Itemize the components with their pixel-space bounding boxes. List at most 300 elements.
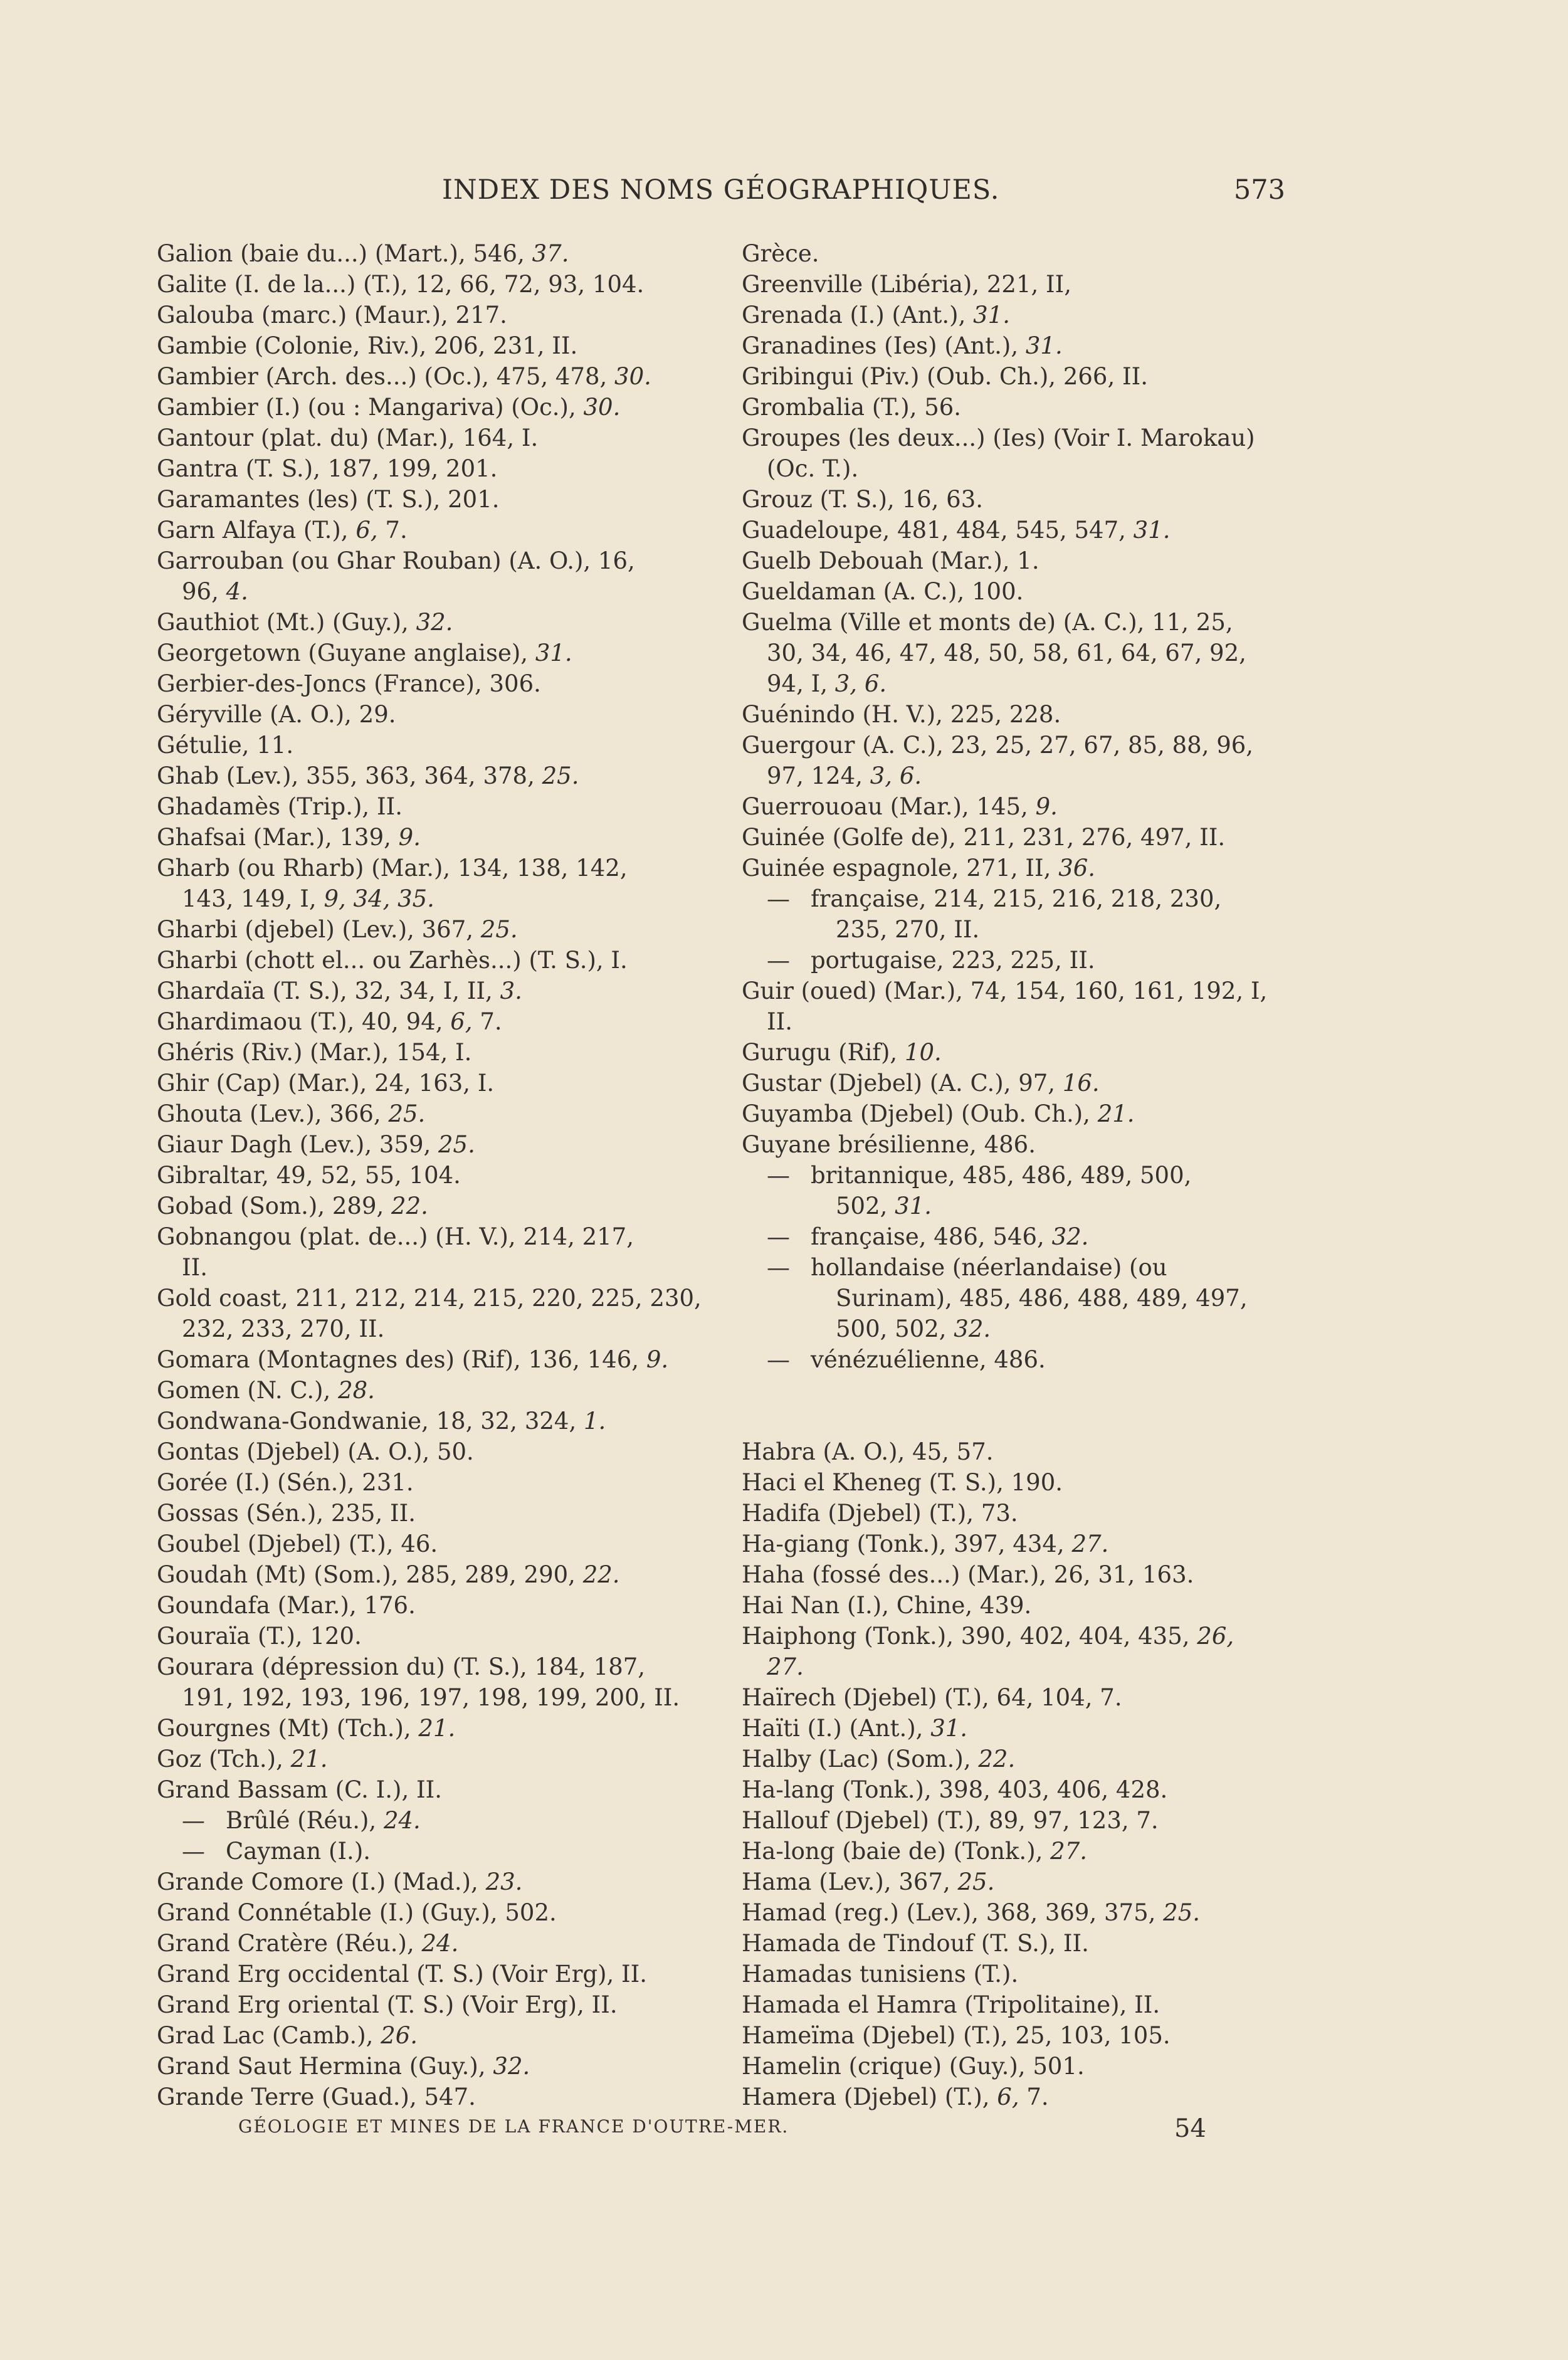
plate-reference: 31.: [895, 1193, 932, 1220]
plate-reference: 32.: [416, 609, 453, 636]
entry-text: Goudah (Mt) (Som.), 285, 289, 290,: [157, 1561, 583, 1588]
index-entry-line: [742, 1191, 1300, 1221]
index-entry-line: [157, 1713, 721, 1744]
entry-text: Hamad (reg.) (Lev.), 368, 369, 375,: [742, 1899, 1164, 1926]
index-entry-line: [157, 1098, 721, 1129]
plate-reference: 25.: [1163, 1899, 1200, 1926]
index-entry-line: [157, 1774, 721, 1805]
index-entry-line: [157, 392, 721, 423]
entry-text: 500, 502,: [836, 1315, 954, 1342]
index-entry-line: [157, 976, 721, 1006]
index-entry-line: [157, 638, 721, 668]
index-entry-line: [742, 453, 1300, 484]
entry-text: Garamantes (les) (T. S.), 201.: [157, 486, 500, 513]
index-entry-line: [157, 1529, 721, 1559]
entry-text: Grad Lac (Camb.),: [157, 2022, 381, 2049]
index-entry-line: [157, 1344, 721, 1375]
index-entry-line: [157, 730, 721, 761]
entry-text: Haïrech (Djebel) (T.), 64, 104, 7.: [742, 1684, 1122, 1711]
index-entry-line: [742, 1867, 1300, 1897]
index-entry-line: [742, 1529, 1300, 1559]
plate-reference: 3, 6.: [834, 670, 887, 697]
entry-text-tail: 7.: [472, 1008, 502, 1035]
entry-text: Gambier (I.) (ou : Mangariva) (Oc.),: [157, 394, 584, 421]
index-entry-line: [742, 1590, 1300, 1621]
index-entry-line: [157, 607, 721, 638]
plate-reference: 21.: [418, 1715, 456, 1742]
entry-text: Habra (A. O.), 45, 57.: [742, 1438, 994, 1465]
index-entry-line: [742, 1928, 1300, 1959]
plate-reference: 30.: [583, 394, 621, 421]
entry-text: Galouba (marc.) (Maur.), 217.: [157, 302, 507, 329]
entry-text: Gobnangou (plat. de...) (H. V.), 214, 217,: [157, 1223, 634, 1250]
index-entry-line: [157, 1221, 721, 1252]
entry-text: Haiphong (Tonk.), 390, 402, 404, 435,: [742, 1623, 1197, 1650]
entry-text: Grombalia (T.), 56.: [742, 394, 962, 421]
index-entry-line: [742, 699, 1300, 730]
index-entry-line: [742, 2051, 1300, 2082]
entry-text: Hamera (Djebel) (T.),: [742, 2083, 997, 2110]
index-entry-line: [157, 1928, 721, 1959]
index-entry-line: [157, 1682, 721, 1713]
index-entry-line: [157, 1867, 721, 1897]
entry-text: Gurugu (Rif),: [742, 1039, 905, 1066]
plate-reference: 37.: [532, 240, 569, 267]
entry-text: Grèce.: [742, 240, 819, 267]
entry-text: Gantour (plat. du) (Mar.), 164, I.: [157, 424, 539, 451]
index-entry-line: [157, 1498, 721, 1529]
index-entry-line: [742, 1959, 1300, 1989]
index-entry-line: [742, 1774, 1300, 1805]
plate-reference: 1.: [583, 1408, 606, 1435]
index-entry-line: [742, 1621, 1300, 1651]
entry-text: Gustar (Djebel) (A. C.), 97,: [742, 1070, 1063, 1097]
index-entry-line: [742, 1682, 1300, 1713]
index-entry-line: [742, 1098, 1300, 1129]
plate-reference: 10.: [904, 1039, 942, 1066]
index-entry-line: [742, 1744, 1300, 1774]
entry-text: Grand Connétable (I.) (Guy.), 502.: [157, 1899, 557, 1926]
entry-text: Gueldaman (A. C.), 100.: [742, 578, 1024, 605]
index-entry-line: [157, 1590, 721, 1621]
index-column-left: [157, 238, 721, 2112]
plate-reference: 6,: [355, 517, 378, 544]
entry-text: Groupes (les deux...) (Ies) (Voir I. Marokau): [742, 424, 1255, 451]
index-entry-line: [742, 1068, 1300, 1098]
index-entry-line: [157, 1651, 721, 1682]
index-entry-line: [157, 1621, 721, 1651]
index-entry-line: [742, 883, 1300, 914]
index-entry-line: [742, 1498, 1300, 1529]
entry-text: Grand Bassam (C. I.), II.: [157, 1776, 442, 1803]
index-entry-line: [742, 2082, 1300, 2112]
index-entry-line: [742, 1344, 1300, 1375]
entry-text: Haci el Kheneg (T. S.), 190.: [742, 1469, 1063, 1496]
index-entry-line: [157, 269, 721, 300]
entry-text: Goz (Tch.),: [157, 1746, 291, 1773]
ditto-dash: —: [767, 947, 790, 974]
index-entry-line: [157, 1467, 721, 1498]
entry-text: 191, 192, 193, 196, 197, 198, 199, 200, II.: [182, 1684, 680, 1711]
entry-text: Gharbi (djebel) (Lev.), 367,: [157, 916, 481, 943]
index-entry-line: [742, 1651, 1300, 1682]
entry-text: Grand Erg oriental (T. S.) (Voir Erg), II.: [157, 1991, 618, 2018]
entry-text: Guelma (Ville et monts de) (A. C.), 11, 25,: [742, 609, 1233, 636]
entry-text: Gantra (T. S.), 187, 199, 201.: [157, 455, 498, 482]
index-entry-line: [742, 1467, 1300, 1498]
index-entry-line: [742, 269, 1300, 300]
entry-text: Hama (Lev.), 367,: [742, 1868, 958, 1895]
entry-text: Gourara (dépression du) (T. S.), 184, 187,: [157, 1653, 646, 1680]
index-entry-line: [157, 515, 721, 545]
entry-text-tail: 7.: [1019, 2083, 1049, 2110]
index-entry-line: [742, 1006, 1300, 1037]
entry-text: 94, I,: [767, 670, 835, 697]
plate-reference: 25.: [542, 762, 579, 789]
index-entry-line: [742, 330, 1300, 361]
entry-text: 96,: [182, 578, 226, 605]
plate-reference: 25.: [388, 1100, 426, 1127]
index-entry-line: [157, 945, 721, 976]
plate-reference: 6,: [997, 2083, 1019, 2110]
index-entry-line: [157, 361, 721, 392]
entry-text: Guelb Debouah (Mar.), 1.: [742, 547, 1039, 574]
entry-text: 97, 124,: [767, 762, 870, 789]
entry-text: Gorée (I.) (Sén.), 231.: [157, 1469, 414, 1496]
index-entry-line: [157, 1252, 721, 1283]
entry-text: Greenville (Libéria), 221, II,: [742, 271, 1072, 298]
entry-text: britannique, 485, 486, 489, 500,: [811, 1162, 1192, 1189]
entry-text-tail: 7.: [377, 517, 408, 544]
section-spacer: [742, 1375, 1300, 1436]
index-entry-line: [157, 1068, 721, 1098]
ditto-dash: —: [767, 1346, 790, 1373]
plate-reference: 4.: [226, 578, 248, 605]
plate-reference: 6,: [450, 1008, 473, 1035]
index-entry-line: [742, 976, 1300, 1006]
entry-text: Hamelin (crique) (Guy.), 501.: [742, 2053, 1085, 2080]
entry-text: Garrouban (ou Ghar Rouban) (A. O.), 16,: [157, 547, 635, 574]
entry-text: hollandaise (néerlandaise) (ou: [811, 1254, 1167, 1281]
entry-text: Guinée (Golfe de), 211, 231, 276, 497, II.: [742, 824, 1226, 851]
entry-text: Ghafsai (Mar.), 139,: [157, 824, 399, 851]
index-entry-line: [742, 945, 1300, 976]
entry-text: Cayman (I.).: [226, 1838, 371, 1865]
index-entry-line: [742, 607, 1300, 638]
ditto-dash: —: [182, 1838, 205, 1865]
entry-text: Hamada de Tindouf (T. S.), II.: [742, 1930, 1089, 1957]
index-entry-line: [742, 1221, 1300, 1252]
entry-text: Hamadas tunisiens (T.).: [742, 1961, 1019, 1988]
entry-text: Gribingui (Piv.) (Oub. Ch.), 266, II.: [742, 363, 1148, 390]
entry-text: Gharb (ou Rharb) (Mar.), 134, 138, 142,: [157, 855, 628, 882]
index-entry-line: [157, 453, 721, 484]
index-entry-line: [157, 1129, 721, 1160]
index-entry-line: [157, 1559, 721, 1590]
plate-reference: 30.: [614, 363, 651, 390]
plate-reference: 27.: [767, 1653, 804, 1680]
entry-text: Brûlé (Réu.),: [226, 1807, 384, 1834]
index-entry-line: [742, 1129, 1300, 1160]
index-entry-line: [742, 1836, 1300, 1867]
index-entry-line: [742, 914, 1300, 945]
ditto-dash: —: [767, 1162, 790, 1189]
index-entry-line: [742, 761, 1300, 791]
plate-reference: 9.: [646, 1346, 669, 1373]
entry-text: (Oc. T.).: [767, 455, 859, 482]
plate-reference: 22.: [582, 1561, 620, 1588]
entry-text: Giaur Dagh (Lev.), 359,: [157, 1131, 439, 1158]
page-title: INDEX DES NOMS GÉOGRAPHIQUES.: [442, 174, 1000, 206]
index-entry-line: [742, 1160, 1300, 1191]
entry-text: Hallouf (Djebel) (T.), 89, 97, 123, 7.: [742, 1807, 1159, 1834]
index-entry-line: [742, 1436, 1300, 1467]
entry-text: Grand Saut Hermina (Guy.),: [157, 2053, 493, 2080]
entry-text: Galite (I. de la...) (T.), 12, 66, 72, 93, 104.: [157, 271, 645, 298]
index-entry-line: [157, 2020, 721, 2051]
plate-reference: 25.: [957, 1868, 995, 1895]
index-entry-line: [157, 1436, 721, 1467]
index-entry-line: [742, 1805, 1300, 1836]
entry-text: française, 486, 546,: [811, 1223, 1052, 1250]
entry-text: Grand Erg occidental (T. S.) (Voir Erg), II.: [157, 1961, 648, 1988]
plate-reference: 3, 6.: [870, 762, 922, 789]
entry-text: Grand Cratère (Réu.),: [157, 1930, 422, 1957]
index-entry-line: [742, 1989, 1300, 2020]
entry-text: Ghardaïa (T. S.), 32, 34, I, II,: [157, 977, 500, 1004]
entry-text: Haïti (I.) (Ant.),: [742, 1715, 931, 1742]
entry-text: Guénindo (H. V.), 225, 228.: [742, 701, 1061, 728]
index-entry-line: [742, 238, 1300, 269]
entry-text: II.: [182, 1254, 208, 1281]
plate-reference: 9.: [398, 824, 421, 851]
entry-text: Grenada (I.) (Ant.),: [742, 302, 974, 329]
plate-reference: 31.: [973, 302, 1010, 329]
entry-text: Ghouta (Lev.), 366,: [157, 1100, 389, 1127]
entry-text: Goundafa (Mar.), 176.: [157, 1592, 416, 1619]
index-entry-line: [157, 699, 721, 730]
entry-text: Guinée espagnole, 271, II,: [742, 855, 1059, 882]
plate-reference: 26,: [1197, 1623, 1234, 1650]
entry-text: 143, 149, I,: [182, 885, 324, 912]
index-entry-line: [157, 668, 721, 699]
entry-text: Garn Alfaya (T.),: [157, 517, 356, 544]
entry-text: Géryville (A. O.), 29.: [157, 701, 396, 728]
entry-text: Ghab (Lev.), 355, 363, 364, 378,: [157, 762, 542, 789]
entry-text: 502,: [836, 1193, 895, 1220]
plate-reference: 28.: [338, 1377, 375, 1404]
plate-reference: 32.: [493, 2053, 530, 2080]
index-entry-line: [157, 1836, 721, 1867]
plate-reference: 36.: [1058, 855, 1096, 882]
index-entry-line: [157, 883, 721, 914]
plate-reference: 9.: [1035, 793, 1058, 820]
index-entry-line: [157, 791, 721, 822]
entry-text: Grande Terre (Guad.), 547.: [157, 2083, 476, 2110]
plate-reference: 21.: [1097, 1100, 1135, 1127]
entry-text: Ha-giang (Tonk.), 397, 434,: [742, 1530, 1072, 1557]
index-entry-line: [157, 1375, 721, 1406]
index-entry-line: [742, 668, 1300, 699]
plate-reference: 25.: [438, 1131, 475, 1158]
entry-text: 232, 233, 270, II.: [182, 1315, 385, 1342]
entry-text: II.: [767, 1008, 792, 1035]
entry-text: Goubel (Djebel) (T.), 46.: [157, 1530, 438, 1557]
plate-reference: 24.: [421, 1930, 459, 1957]
running-footer: GÉOLOGIE ET MINES DE LA FRANCE D'OUTRE-MER.: [238, 2116, 789, 2137]
ditto-dash: —: [182, 1807, 205, 1834]
plate-reference: 27.: [1050, 1838, 1087, 1865]
index-entry-line: [742, 1283, 1300, 1314]
index-entry-line: [742, 576, 1300, 607]
entry-text: Gourgnes (Mt) (Tch.),: [157, 1715, 419, 1742]
index-entry-line: [742, 1252, 1300, 1283]
plate-reference: 31.: [1133, 517, 1171, 544]
index-entry-line: [157, 853, 721, 883]
index-entry-line: [742, 1897, 1300, 1928]
plate-reference: 3.: [500, 977, 522, 1004]
index-entry-line: [742, 791, 1300, 822]
entry-text: Guir (oued) (Mar.), 74, 154, 160, 161, 192, I,: [742, 977, 1268, 1004]
entry-text: Hamada el Hamra (Tripolitaine), II.: [742, 1991, 1160, 2018]
index-entry-line: [742, 638, 1300, 668]
entry-text: française, 214, 215, 216, 218, 230,: [811, 885, 1222, 912]
ditto-dash: —: [767, 885, 790, 912]
index-entry-line: [157, 1160, 721, 1191]
index-entry-line: [157, 914, 721, 945]
index-entry-line: [157, 2051, 721, 2082]
signature-mark: 54: [1174, 2114, 1206, 2143]
entry-text: Gétulie, 11.: [157, 732, 294, 759]
entry-text: Gerbier-des-Joncs (France), 306.: [157, 670, 541, 697]
plate-reference: 22.: [391, 1193, 428, 1220]
entry-text: Grouz (T. S.), 16, 63.: [742, 486, 983, 513]
entry-text: Gouraïa (T.), 120.: [157, 1623, 362, 1650]
entry-text: Halby (Lac) (Som.),: [742, 1746, 979, 1773]
plate-reference: 9, 34, 35.: [324, 885, 434, 912]
plate-reference: 32.: [954, 1315, 991, 1342]
index-entry-line: [157, 1191, 721, 1221]
entry-text: Gontas (Djebel) (A. O.), 50.: [157, 1438, 474, 1465]
entry-text: Haha (fossé des...) (Mar.), 26, 31, 163.: [742, 1561, 1194, 1588]
index-entry-line: [742, 300, 1300, 330]
index-entry-line: [157, 1989, 721, 2020]
plate-reference: 31.: [1025, 332, 1063, 359]
entry-text: Gomara (Montagnes des) (Rif), 136, 146,: [157, 1346, 646, 1373]
plate-reference: 22.: [978, 1746, 1016, 1773]
entry-text: Guerrouoau (Mar.), 145,: [742, 793, 1036, 820]
entry-text: Grande Comore (I.) (Mad.),: [157, 1868, 486, 1895]
index-entry-line: [157, 1406, 721, 1436]
index-entry-line: [742, 730, 1300, 761]
entry-text: Gibraltar, 49, 52, 55, 104.: [157, 1162, 461, 1189]
entry-text: 30, 34, 46, 47, 48, 50, 58, 61, 64, 67, 92,: [767, 640, 1246, 666]
index-entry-line: [157, 300, 721, 330]
index-entry-line: [157, 1037, 721, 1068]
entry-text: Gauthiot (Mt.) (Guy.),: [157, 609, 416, 636]
index-entry-line: [157, 1959, 721, 1989]
entry-text: portugaise, 223, 225, II.: [811, 947, 1095, 974]
entry-text: Ha-long (baie de) (Tonk.),: [742, 1838, 1051, 1865]
entry-text: Ghardimaou (T.), 40, 94,: [157, 1008, 451, 1035]
ditto-dash: —: [767, 1223, 790, 1250]
entry-text: vénézuélienne, 486.: [811, 1346, 1046, 1373]
index-entry-line: [157, 576, 721, 607]
index-entry-line: [157, 761, 721, 791]
index-entry-line: [742, 515, 1300, 545]
index-entry-line: [157, 1314, 721, 1344]
plate-reference: 32.: [1051, 1223, 1089, 1250]
entry-text: Hadifa (Djebel) (T.), 73.: [742, 1500, 1018, 1527]
entry-text: Gambier (Arch. des...) (Oc.), 475, 478,: [157, 363, 615, 390]
plate-reference: 31.: [535, 640, 572, 666]
entry-text: Hai Nan (I.), Chine, 439.: [742, 1592, 1032, 1619]
page-header: [157, 174, 1285, 212]
index-entry-line: [742, 545, 1300, 576]
page-number: 573: [1233, 174, 1285, 206]
index-entry-line: [742, 484, 1300, 515]
entry-text: Gold coast, 211, 212, 214, 215, 220, 225, 230,: [157, 1285, 702, 1312]
index-entry-line: [742, 853, 1300, 883]
index-entry-line: [742, 392, 1300, 423]
index-column-right: [742, 238, 1300, 2112]
index-entry-line: [157, 1805, 721, 1836]
index-entry-line: [742, 2020, 1300, 2051]
index-entry-line: [742, 822, 1300, 853]
plate-reference: 23.: [485, 1868, 523, 1895]
plate-reference: 26.: [381, 2022, 418, 2049]
entry-text: Ghir (Cap) (Mar.), 24, 163, I.: [157, 1070, 495, 1097]
entry-text: Guyane brésilienne, 486.: [742, 1131, 1036, 1158]
index-entry-line: [157, 2082, 721, 2112]
index-entry-line: [742, 423, 1300, 453]
entry-text: Granadines (Ies) (Ant.),: [742, 332, 1026, 359]
entry-text: Galion (baie du...) (Mart.), 546,: [157, 240, 532, 267]
index-entry-line: [157, 1897, 721, 1928]
plate-reference: 16.: [1062, 1070, 1100, 1097]
index-entry-line: [157, 423, 721, 453]
entry-text: Georgetown (Guyane anglaise),: [157, 640, 535, 666]
entry-text: Ghéris (Riv.) (Mar.), 154, I.: [157, 1039, 472, 1066]
entry-text: Gambie (Colonie, Riv.), 206, 231, II.: [157, 332, 578, 359]
entry-text: Gondwana-Gondwanie, 18, 32, 324,: [157, 1408, 584, 1435]
index-entry-line: [157, 545, 721, 576]
entry-text: Ha-lang (Tonk.), 398, 403, 406, 428.: [742, 1776, 1168, 1803]
entry-text: Guyamba (Djebel) (Oub. Ch.),: [742, 1100, 1098, 1127]
plate-reference: 25.: [480, 916, 518, 943]
index-entry-line: [742, 1037, 1300, 1068]
plate-reference: 31.: [930, 1715, 968, 1742]
index-entry-line: [157, 238, 721, 269]
entry-text: Gossas (Sén.), 235, II.: [157, 1500, 416, 1527]
index-entry-line: [157, 1283, 721, 1314]
index-entry-line: [157, 822, 721, 853]
plate-reference: 27.: [1071, 1530, 1109, 1557]
entry-text: Ghadamès (Trip.), II.: [157, 793, 403, 820]
index-entry-line: [157, 1744, 721, 1774]
entry-text: Guergour (A. C.), 23, 25, 27, 67, 85, 88, 96,: [742, 732, 1254, 759]
entry-text: 235, 270, II.: [836, 916, 980, 943]
entry-text: Gomen (N. C.),: [157, 1377, 339, 1404]
entry-text: Hameïma (Djebel) (T.), 25, 103, 105.: [742, 2022, 1171, 2049]
index-entry-line: [742, 1559, 1300, 1590]
ditto-dash: —: [767, 1254, 790, 1281]
index-entry-line: [157, 330, 721, 361]
plate-reference: 21.: [290, 1746, 328, 1773]
index-entry-line: [742, 1713, 1300, 1744]
entry-text: Guadeloupe, 481, 484, 545, 547,: [742, 517, 1134, 544]
plate-reference: 24.: [383, 1807, 421, 1834]
